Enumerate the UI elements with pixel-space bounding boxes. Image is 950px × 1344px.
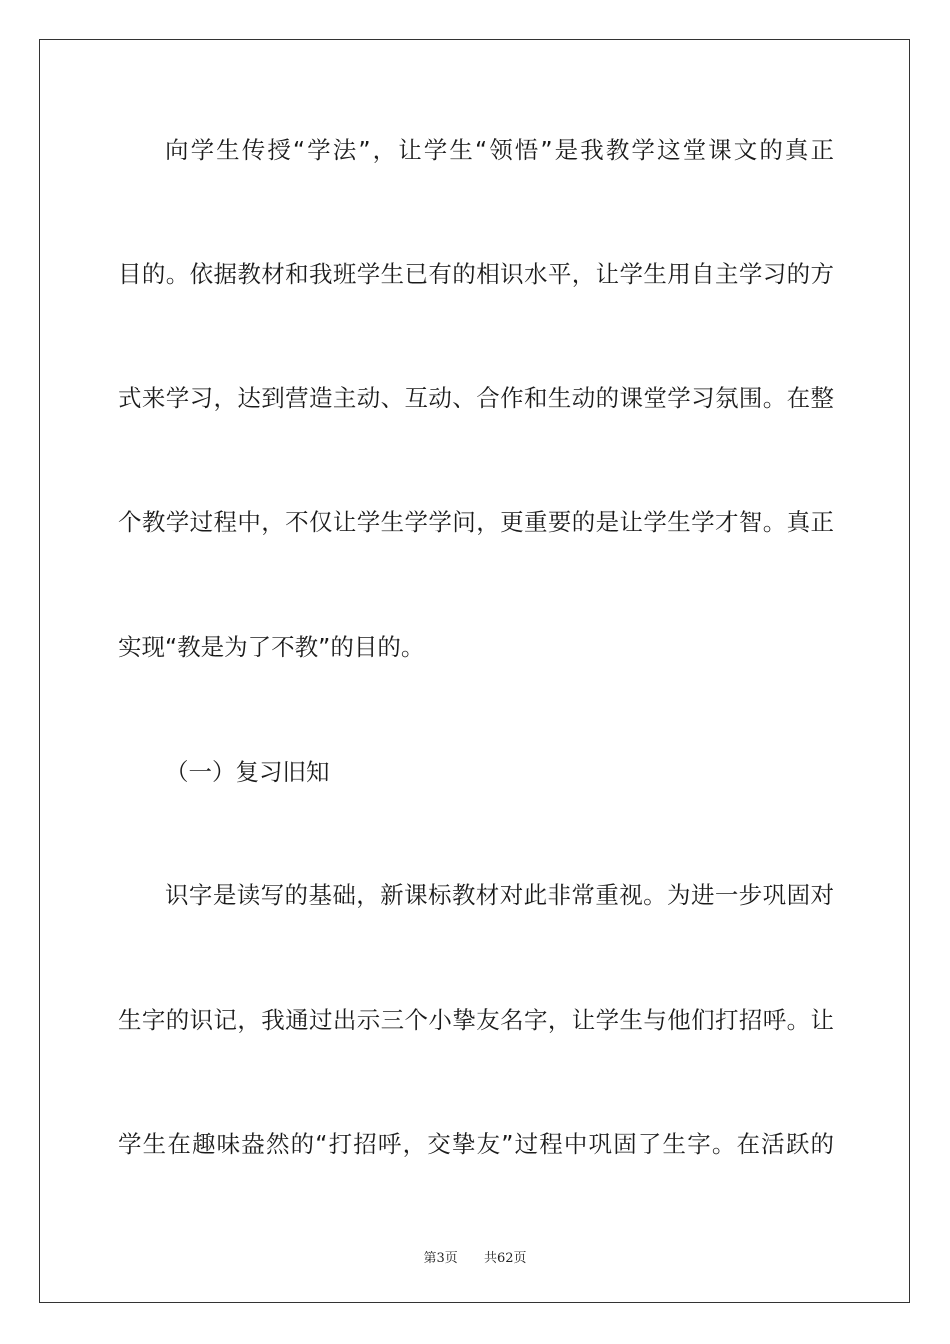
paragraph-line: 目的。依据教材和我班学生已有的相识水平，让学生用自主学习的方 [118, 260, 834, 288]
paragraph-line: 生字的识记，我通过出示三个小挚友名字，让学生与他们打招呼。让 [118, 1006, 834, 1034]
page-number: 第3页 [423, 1251, 458, 1266]
paragraph-line: 识字是读写的基础，新课标教材对此非常重视。为进一步巩固对 [165, 881, 834, 909]
paragraph-line: 学生在趣味盎然的“打招呼，交挚友”过程中巩固了生字。在活跃的 [118, 1130, 834, 1158]
section-heading: （一）复习旧知 [165, 758, 330, 786]
paragraph-line: 实现“教是为了不教”的目的。 [118, 633, 425, 661]
page-total: 共62页 [484, 1251, 527, 1266]
paragraph-line: 向学生传授“学法”，让学生“领悟”是我教学这堂课文的真正 [165, 136, 834, 164]
paragraph-line: 个教学过程中，不仅让学生学学问，更重要的是让学生学才智。真正 [118, 508, 834, 536]
page-border [39, 39, 910, 1303]
paragraph-line: 式来学习，达到营造主动、互动、合作和生动的课堂学习氛围。在整 [118, 384, 834, 412]
page-footer [0, 1247, 950, 1266]
